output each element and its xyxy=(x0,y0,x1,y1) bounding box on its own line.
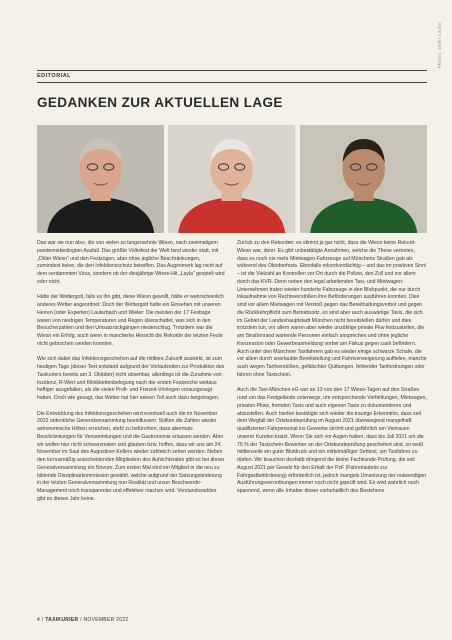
publication-name: TAXIKURIER xyxy=(45,617,79,623)
portrait-1 xyxy=(37,125,164,233)
portrait-2 xyxy=(168,125,295,233)
left-column xyxy=(37,240,225,511)
footer-separator: / xyxy=(80,617,84,623)
page-footer xyxy=(37,617,129,623)
section-header xyxy=(37,70,427,83)
portrait-2-image xyxy=(168,125,295,233)
issue-date: NOVEMBER 2022 xyxy=(83,617,129,623)
portrait-1-image xyxy=(37,125,164,233)
paragraph: Die Entwicklung des Infektionsgeschehen wird eventuell auch die im November 2022 ordentliche Generalversammlung beeinflussen: Sollten die Zahlen wieder astronomische Höhen erreichen, steht zu befürchten, dass abermals Beschränkungen für Versammlungen und die Gastronomie erlassen werden. Aber wir wollen hier nicht schwarzmalen und glauben bzw. hoffen, dass wir uns am 24. November im Saal des Augustiner-Kellers wieder zahlreich sehen werden. Neben den turnusmäßig ausscheidenden Mitgliedern des Aufsichtsrates gibt es bei dieser Generalversammlung ein Novum: Zum ersten Mal wird ein Mitglied in die neu zu bildende Disziplinarkommission gewählt, welche aufgrund der Satzungsänderung in der letzten Generalversammlung nun Realität und unser Beschwerde-Management noch transparenter und effektiver machen wird. Vorstandswahlen gibt es dieses Jahr keine. xyxy=(37,410,225,502)
bottom-rule xyxy=(37,82,427,83)
right-column xyxy=(237,240,427,504)
section-label: EDITORIAL xyxy=(37,73,72,79)
footer-separator: / xyxy=(41,617,46,623)
portrait-3-image xyxy=(300,125,427,233)
paragraph: Zurück zu den Rekorden: es stimmt ja gar nicht, dass die Wiesn keine Rekord-Wiesn war, denn: Es gibt unbestätigte Annahmen, welche die These vertreten, dass es noch nie mehr Mietwagen-Fahrzeuge auf Münchens Straßen gab als während des Oktoberfests. Ebenfalls rekordverdächtig – und das im positiven Sinn! – ist die Vielzahl an Kontrollen vor Ort durch die Polizei, den Zoll und vor allem durch das KVR. Denn neben den legal arbeitenden Taxi- und Mietwagen-Unternehmen traten wieder hunderte Fahrzeuge in den Blickpunkt, die nur durch Inkaufnahme von Rechtsverstößen ihre Beförderungen ausführen konnten. Dies sind vor allem Mietwagen mit Verstoß gegen das Bereithaltungsverbot und gegen die Rückkehrpflicht zum Betriebssitz, es sind aber auch auswärtige Taxis, die sich im Gebiet der Landeshauptstadt München nicht bereitstellen dürfen und dies trotzdem tun, vor allem waren aber wieder unzählige private Pkw festzustellen, die am Straßenrand wartende Personen einfach ansprechen und ohne jegliche Konzession oder Gewerbeanmeldung vorbei am Fiskus gegen cash befördern. Auch unter den Münchner Taxifahrern gab es wieder einige schwarze Schafe, die vor allem durch unerlaubte Bereitstellung und Fahrtverweigerung auffielen, manche auch wegen Tarifverstößen, gefälschter Quittungen, fehlender Tarifordnungen oder fahren ohne Taxischein. xyxy=(237,240,427,378)
portrait-strip xyxy=(37,125,427,233)
paragraph: Hätte der Wettergott, falls es ihn gibt, diese Wiesn gewollt, hätte er wahrscheinlich anderes Wetter angeordnet: Doch der Wettergott hatte ein Einsehen mit unseren Herren (oder Experten) Lauterbach und Wieler: Die meisten der 17 Festtage waren von niedrigen Temperaturen und Regen überschattet, was sich in den Besucherzahlen und den Umsatzrückgängen niederschlug. Trotzdem war die Wiesn ein Erfolg, auch wenn in mancherlei Hinsicht die Rekorde der letzten Feste nicht gebrochen werden konnten. xyxy=(37,294,224,347)
photo-credit: Photos: Zeller-Laufer xyxy=(437,22,442,69)
headline: GEDANKEN ZUR AKTUELLEN LAGE xyxy=(37,95,283,110)
page-number: 4 xyxy=(37,617,41,623)
portrait-3 xyxy=(300,125,427,233)
paragraph: Wie sich dabei das Infektionsgeschehen auf die mittlere Zukunft auswirkt, ist zum heutigen Tage (dieser Text entstand aufgrund der Vorlaufzeiten zur Produktion des Taxikuriers bereits am 3. Oktober) nicht absehbar, allerdings ist die Zunahme von Inzidenz, R-Wert und Klinikbettenbelegung nach der ersten Festwoche weitaus heftiger ausgefallen, als die vielen Profi- und Freizeit-Virologen vorausgesagt hatten. Doch wie gesagt, das Wetter hat hier seinen Teil auch dazu beigetragen. xyxy=(37,356,225,401)
paragraph: Das war sie nun also, die von vielen so langersehnte Wiesn, nach zweimaligem pandemiebedingten Ausfall. Das größte Volksfest der Welt fand wieder statt, mit „Older Wiesn“ und den Festzügen, aber ohne jegliche Beschränkungen, zumindest keine, die den Infektionsschutz betreffen. Das Augenmerk lag nicht auf dem verdammten Virus, sondern ob der diesjährige Wiesn-Hit „Layla“ gespielt wird oder nicht. xyxy=(37,240,225,285)
paragraph: Auch die Taxi-München eG war an 13 von den 17 Wiesn-Tagen auf den Straßen rund um das Festgelände unterwegs, um entsprechende Verfehlungen, Mietwagen, privaten Pkws, fremden Taxis und auch eigenen Taxis zu dokumentieren und abzustellen. Auch hierbei bestätigte sich wieder die traurige Erkenntnis, dass seit dem Wegfall der Ortskundeprüfung im August 2021 überwiegend mangelhaft qualifizierten Fahrpersonal ins Gewerbe strömt und gefährlich am Vertrauen unserer Kunden kratzt. Wenn Sie sich vor Augen halten, dass bis Juli 2021 um die 75 % der Taxischein-Bewerber an der Ortskundeprüfung gescheitert sind, so weiß mittlerweile ein guter Blutdruck und ein mittelmäßiger Sehtest, um Taxifahrer zu dürfen. Wir brauchen deshalb dringend die kleine Fachkunde-Prüfung, die seit August 2021 per Gesetz für den Erhalt der PzF (Fahrerlaubnis zur Fahrgastbeförderung) erforderlich ist, jedoch mangels Umsetzung der notwendigen Ausführungsverordnungen immer noch nicht geprüft wird. Es wird wahrlich noch spannend, wenn alle Inhaber dieser vorbehaltlich des Bestehens xyxy=(237,387,427,494)
